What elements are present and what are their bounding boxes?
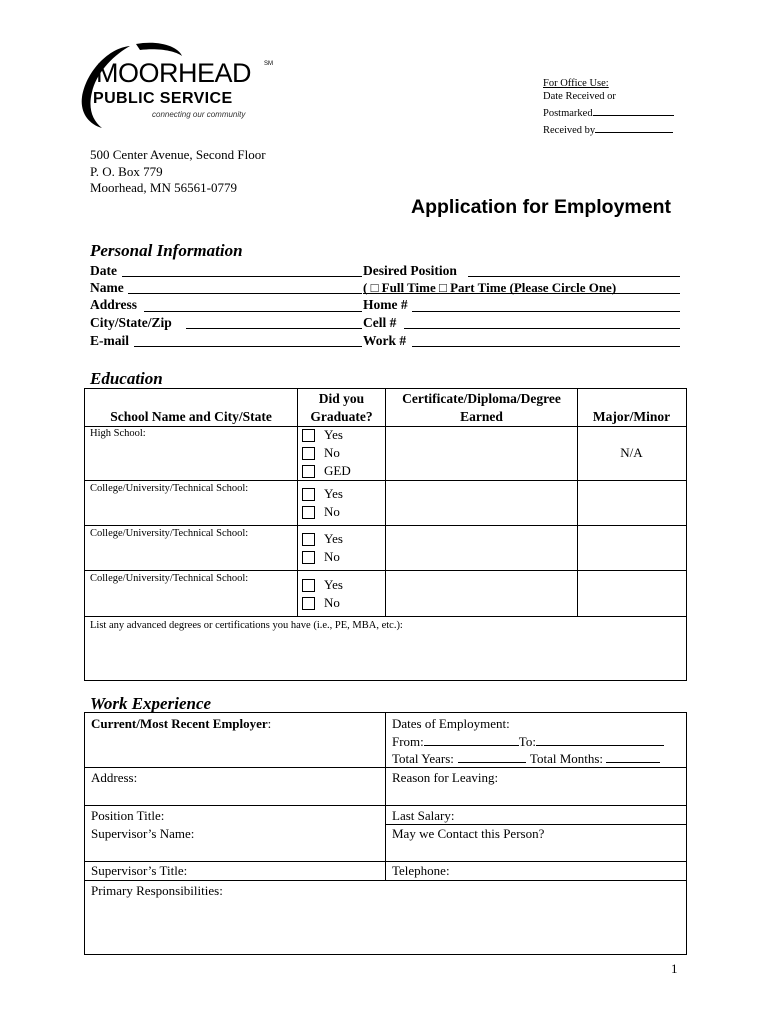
position-title-label: Position Title:	[91, 808, 165, 823]
employment-type-line	[363, 293, 680, 294]
desired-position-field[interactable]	[468, 276, 680, 277]
hs-yes-checkbox[interactable]	[302, 429, 315, 442]
company-address	[90, 147, 266, 197]
office-date-received: Date Received or	[543, 91, 616, 102]
education-heading: Education	[90, 369, 163, 388]
postmarked-line	[593, 103, 674, 116]
city-field[interactable]	[186, 328, 362, 329]
address-line-3: Moorhead, MN 56561-0779	[90, 180, 237, 195]
address-line-2: P. O. Box 779	[90, 163, 163, 179]
address-label: Address	[90, 297, 138, 312]
total-months-field[interactable]	[606, 750, 660, 763]
office-use-block	[543, 77, 674, 137]
hs-ged-label: GED	[324, 463, 351, 478]
home-phone-label: Home #	[363, 297, 408, 312]
date-label: Date	[90, 263, 117, 278]
college1-yes-checkbox[interactable]	[302, 488, 315, 501]
hs-ged-checkbox[interactable]	[302, 465, 315, 478]
hs-no-checkbox[interactable]	[302, 447, 315, 460]
col-school-header: School Name and City/State	[110, 409, 272, 424]
name-label: Name	[90, 280, 124, 295]
col-major-header: Major/Minor	[592, 409, 671, 424]
work-address-label: Address:	[91, 770, 138, 785]
hs-major-value: N/A	[620, 445, 643, 460]
high-school-label: High School:	[90, 428, 146, 439]
last-salary-label: Last Salary:	[392, 808, 455, 823]
work-phone-field[interactable]	[412, 346, 680, 347]
college2-yes-label: Yes	[324, 531, 343, 546]
hs-yes-label: Yes	[324, 427, 343, 442]
college1-yes-label: Yes	[324, 486, 343, 501]
date-field[interactable]	[122, 276, 362, 277]
page-title: Application for Employment	[411, 196, 672, 218]
college-label-1: College/University/Technical School:	[90, 483, 249, 494]
page-number: 1	[671, 961, 678, 976]
work-experience-heading: Work Experience	[90, 694, 212, 713]
advanced-degrees-label: List any advanced degrees or certifications you have (i.e., PE, MBA, etc.):	[90, 620, 403, 631]
logo-wordmark: MOORHEAD	[96, 58, 252, 88]
col-cert-header-2: Earned	[460, 409, 503, 424]
received-by-line	[595, 120, 673, 133]
home-phone-field[interactable]	[412, 311, 680, 312]
hs-no-label: No	[324, 445, 340, 460]
logo-subtitle: PUBLIC SERVICE	[93, 90, 233, 107]
may-contact-label: May we Contact this Person?	[392, 826, 545, 841]
desired-position-label: Desired Position	[363, 263, 457, 278]
address-field[interactable]	[144, 311, 362, 312]
from-label: From:	[392, 734, 424, 749]
from-field[interactable]	[424, 733, 519, 746]
supervisor-name-label: Supervisor’s Name:	[91, 826, 195, 841]
total-months-label: Total Months:	[529, 751, 604, 766]
office-use-title: For Office Use:	[543, 78, 609, 89]
to-field[interactable]	[536, 733, 664, 746]
college2-no-label: No	[324, 549, 340, 564]
total-years-field[interactable]	[458, 750, 526, 763]
college1-no-label: No	[324, 504, 340, 519]
cell-phone-field[interactable]	[404, 328, 680, 329]
college1-no-checkbox[interactable]	[302, 506, 315, 519]
telephone-label: Telephone:	[392, 863, 450, 878]
to-label: To:	[518, 734, 536, 749]
logo-tagline: connecting our community	[152, 110, 246, 119]
logo-service-mark: SM	[264, 61, 273, 67]
city-label: City/State/Zip	[90, 315, 172, 330]
col-graduate-header-2: Graduate?	[310, 409, 373, 424]
employment-type[interactable]: ( □ Full Time □ Part Time (Please Circle One)	[363, 280, 617, 295]
college3-yes-checkbox[interactable]	[302, 579, 315, 592]
cell-phone-label: Cell #	[363, 315, 397, 330]
dates-label: Dates of Employment:	[392, 716, 510, 731]
employer-label: Current/Most Recent Employer	[91, 716, 268, 731]
address-line-1: 500 Center Avenue, Second Floor	[90, 147, 266, 162]
email-field[interactable]	[134, 346, 362, 347]
office-received-by: Received by	[543, 125, 596, 136]
personal-info-heading: Personal Information	[90, 241, 243, 260]
college3-yes-label: Yes	[324, 577, 343, 592]
company-logo	[78, 42, 293, 132]
supervisor-title-label: Supervisor’s Title:	[91, 863, 188, 878]
college-label-3: College/University/Technical School:	[90, 573, 249, 584]
email-label: E-mail	[90, 333, 129, 348]
responsibilities-label: Primary Responsibilities:	[91, 883, 223, 898]
office-postmarked: Postmarked	[543, 108, 593, 119]
total-years-label: Total Years:	[392, 751, 454, 766]
college3-no-checkbox[interactable]	[302, 597, 315, 610]
college3-no-label: No	[324, 595, 340, 610]
college-label-2: College/University/Technical School:	[90, 528, 249, 539]
col-cert-header-1: Certificate/Diploma/Degree	[402, 391, 561, 406]
col-graduate-header-1: Did you	[318, 391, 365, 406]
reason-leaving-label: Reason for Leaving:	[392, 770, 499, 785]
name-field[interactable]	[128, 293, 362, 294]
work-phone-label: Work #	[363, 333, 407, 348]
college2-no-checkbox[interactable]	[302, 551, 315, 564]
college2-yes-checkbox[interactable]	[302, 533, 315, 546]
